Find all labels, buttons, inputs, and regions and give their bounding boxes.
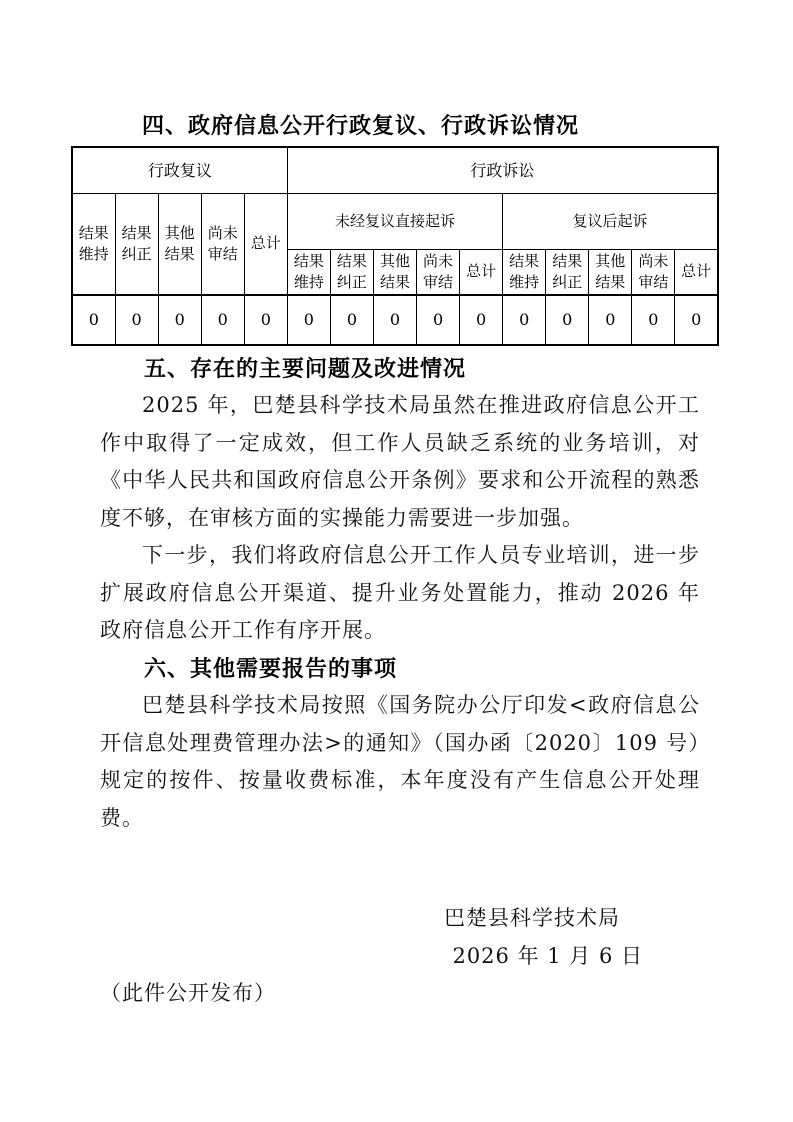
value-cell: 0 [158,295,201,345]
signature-date: 2026 年 1 月 6 日 [452,943,643,968]
value-cell: 0 [546,295,589,345]
value-cell: 0 [503,295,546,345]
value-cell: 0 [72,295,115,345]
section5-paragraph-2: 下一步，我们将政府信息公开工作人员专业培训，进一步扩展政府信息公开渠道、提升业务处置能力，推动 2026 年政府信息公开工作有序开展。 [100,543,700,642]
signature-agency: 巴楚县科学技术局 [444,906,620,930]
post-col-other-result: 其他结果 [589,249,632,295]
value-cell: 0 [632,295,675,345]
direct-col-pending: 尚未审结 [417,249,460,295]
review-col-pending: 尚未审结 [201,193,244,295]
direct-col-total: 总计 [460,249,503,295]
review-col-other-result: 其他结果 [158,193,201,295]
header-admin-litigation: 行政诉讼 [287,147,718,193]
value-cell: 0 [201,295,244,345]
section6-paragraph-1: 巴楚县科学技术局按照《国务院办公厅印发<政府信息公开信息处理费管理办法>的通知》（国办函〔2020〕109 号）规定的按件、按量收费标准，本年度没有产生信息公开处理费。 [100,693,700,830]
publish-note: （此件公开发布） [100,981,276,1005]
table-row-top-headers [72,147,718,193]
post-col-result-corrected: 结果纠正 [546,249,589,295]
value-cell: 0 [589,295,632,345]
value-cell: 0 [417,295,460,345]
document-body [100,350,700,1013]
value-cell: 0 [287,295,330,345]
value-cell: 0 [115,295,158,345]
header-admin-review: 行政复议 [72,147,287,193]
value-cell: 0 [330,295,373,345]
section5-paragraph-1: 2025 年，巴楚县科学技术局虽然在推进政府信息公开工作中取得了一定成效，但工作人员缺乏系统的业务培训，对《中华人民共和国政府信息公开条例》要求和公开流程的熟悉度不够，在审核方面的实操能力需要进一步加强。 [100,393,700,530]
section4-heading: 四、政府信息公开行政复议、行政诉讼情况 [142,113,580,138]
table-row-group-headers [72,193,718,249]
direct-col-other-result: 其他结果 [373,249,416,295]
review-col-result-upheld: 结果维持 [72,193,115,295]
admin-review-litigation-table [71,146,719,346]
direct-col-result-corrected: 结果纠正 [330,249,373,295]
review-col-total: 总计 [244,193,287,295]
post-col-pending: 尚未审结 [632,249,675,295]
section5-heading: 五、存在的主要问题及改进情况 [144,355,467,381]
value-cell: 0 [675,295,718,345]
group-post-review-lawsuit: 复议后起诉 [503,193,718,249]
post-col-total: 总计 [675,249,718,295]
group-direct-lawsuit: 未经复议直接起诉 [287,193,502,249]
signature-block [100,900,700,1013]
table-row-values [72,295,718,345]
section6-heading: 六、其他需要报告的事项 [144,655,398,681]
direct-col-result-upheld: 结果维持 [287,249,330,295]
review-col-result-corrected: 结果纠正 [115,193,158,295]
post-col-result-upheld: 结果维持 [503,249,546,295]
value-cell: 0 [244,295,287,345]
value-cell: 0 [460,295,503,345]
value-cell: 0 [373,295,416,345]
